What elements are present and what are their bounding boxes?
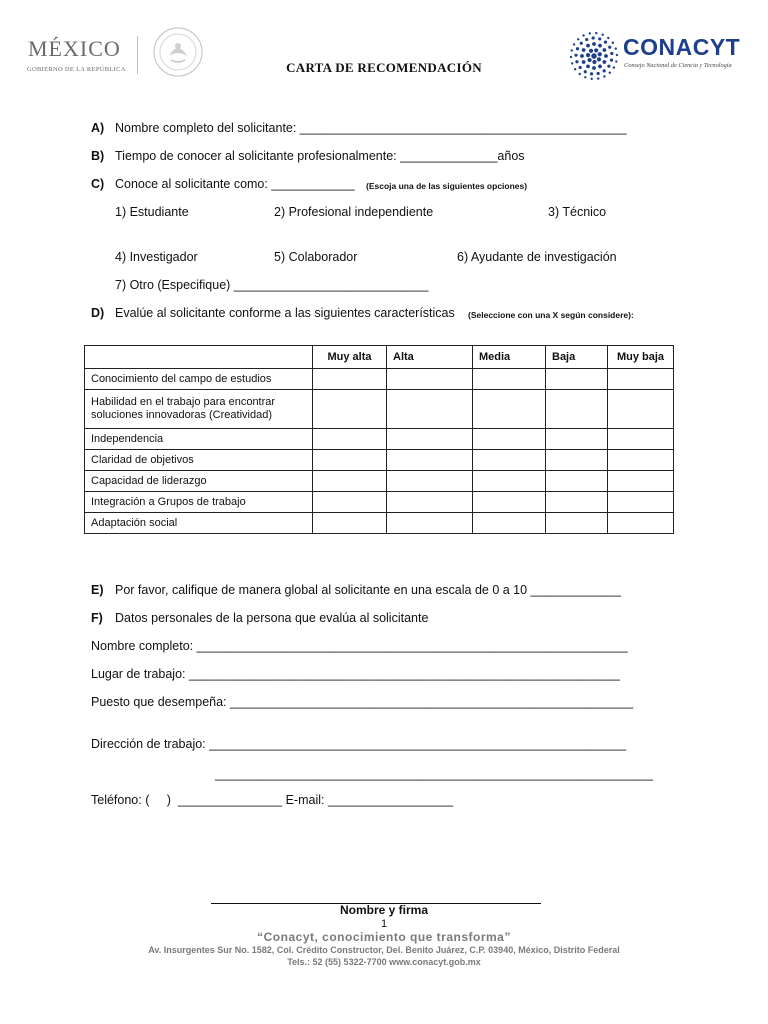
conacyt-logo-text: CONACYT xyxy=(623,34,741,60)
rating-cell[interactable] xyxy=(313,429,387,450)
position-field[interactable]: Puesto que desempeña: __________________________________________________________ xyxy=(91,695,634,709)
relationship-field[interactable]: Conoce al solicitante como: ____________ xyxy=(115,177,355,191)
rating-cell[interactable] xyxy=(546,471,608,492)
header-baja: Baja xyxy=(546,346,608,369)
criterion-label: Integración a Grupos de trabajo xyxy=(85,492,313,513)
rating-cell[interactable] xyxy=(608,492,674,513)
header-muy-baja: Muy baja xyxy=(608,346,674,369)
option-ayudante[interactable]: 6) Ayudante de investigación xyxy=(457,250,617,264)
rating-cell[interactable] xyxy=(313,513,387,534)
rating-cell[interactable] xyxy=(387,390,473,429)
rating-cell[interactable] xyxy=(608,513,674,534)
mexico-logo-text: MÉXICO xyxy=(28,36,121,61)
section-e-letter: E) xyxy=(91,583,104,597)
evaluation-instruction: Evalúe al solicitante conforme a las siguientes características xyxy=(115,306,455,320)
rating-cell[interactable] xyxy=(608,390,674,429)
rating-cell[interactable] xyxy=(387,492,473,513)
rating-cell[interactable] xyxy=(473,369,546,390)
rating-cell[interactable] xyxy=(387,429,473,450)
relationship-note: (Escoja una de las siguientes opciones) xyxy=(366,181,528,191)
table-row xyxy=(85,369,674,390)
evaluator-name-field[interactable]: Nombre completo: ______________________________________________________________ xyxy=(91,639,628,653)
evaluator-data-heading: Datos personales de la persona que evalúa al solicitante xyxy=(115,611,429,625)
table-row xyxy=(85,471,674,492)
criterion-label: Habilidad en el trabajo para encontrar soluciones innovadoras (Creatividad) xyxy=(85,390,313,429)
rating-cell[interactable] xyxy=(313,471,387,492)
conacyt-logo-icon xyxy=(566,30,622,82)
option-estudiante[interactable]: 1) Estudiante xyxy=(115,205,189,219)
header-alta: Alta xyxy=(387,346,473,369)
mexico-logo-subtitle: GOBIERNO DE LA REPÚBLICA xyxy=(27,66,126,73)
criterion-label: Adaptación social xyxy=(85,513,313,534)
option-tecnico[interactable]: 3) Técnico xyxy=(548,205,607,219)
rating-cell[interactable] xyxy=(608,369,674,390)
header-muy-alta: Muy alta xyxy=(313,346,387,369)
criterion-label: Capacidad de liderazgo xyxy=(85,471,313,492)
option-colaborador[interactable]: 5) Colaborador xyxy=(274,250,358,264)
table-row xyxy=(85,492,674,513)
rating-cell[interactable] xyxy=(473,513,546,534)
rating-cell[interactable] xyxy=(608,429,674,450)
rating-cell[interactable] xyxy=(313,450,387,471)
rating-cell[interactable] xyxy=(546,429,608,450)
option-profesional-independiente[interactable]: 2) Profesional independiente xyxy=(274,205,434,219)
table-header-row xyxy=(85,346,674,369)
table-row xyxy=(85,390,674,429)
section-a-letter: A) xyxy=(91,121,105,135)
criterion-label: Independencia xyxy=(85,429,313,450)
table-row xyxy=(85,429,674,450)
rating-cell[interactable] xyxy=(313,492,387,513)
criterion-label: Claridad de objetivos xyxy=(85,450,313,471)
applicant-name-field[interactable]: Nombre completo del solicitante: _______________________________________________ xyxy=(115,121,627,135)
phone-email-field[interactable]: Teléfono: ( ) _______________ E-mail: __________________ xyxy=(91,793,454,807)
evaluation-note: (Seleccione con una X según considere): xyxy=(468,310,634,320)
rating-cell[interactable] xyxy=(546,369,608,390)
work-address-field-line2[interactable]: _______________________________________________________________ xyxy=(215,767,653,781)
rating-cell[interactable] xyxy=(387,450,473,471)
rating-cell[interactable] xyxy=(546,390,608,429)
footer-address: Av. Insurgentes Sur No. 1582, Col. Crédito Constructor, Del. Benito Juárez, C.P. 03940, México, Distrito Federal xyxy=(148,945,620,955)
rating-cell[interactable] xyxy=(313,369,387,390)
rating-cell[interactable] xyxy=(546,450,608,471)
rating-cell[interactable] xyxy=(473,390,546,429)
table-row xyxy=(85,513,674,534)
rating-cell[interactable] xyxy=(473,471,546,492)
global-score-field[interactable]: Por favor, califique de manera global al solicitante en una escala de 0 a 10 _____________ xyxy=(115,583,621,597)
rating-cell[interactable] xyxy=(313,390,387,429)
document-title: CARTA DE RECOMENDACIÓN xyxy=(286,60,482,75)
section-b-letter: B) xyxy=(91,149,105,163)
section-d-letter: D) xyxy=(91,306,105,320)
rating-cell[interactable] xyxy=(546,513,608,534)
table-row xyxy=(85,450,674,471)
option-investigador[interactable]: 4) Investigador xyxy=(115,250,198,264)
rating-cell[interactable] xyxy=(608,450,674,471)
rating-cell[interactable] xyxy=(387,513,473,534)
evaluation-table xyxy=(84,345,674,534)
years-known-field[interactable]: Tiempo de conocer al solicitante profesionalmente: ______________años xyxy=(115,149,525,163)
option-otro-field[interactable]: 7) Otro (Especifique) ____________________________ xyxy=(115,278,429,292)
rating-cell[interactable] xyxy=(387,471,473,492)
rating-cell[interactable] xyxy=(473,429,546,450)
table-header-blank xyxy=(85,346,313,369)
section-c-letter: C) xyxy=(91,177,105,191)
section-f-letter: F) xyxy=(91,611,103,625)
work-address-field[interactable]: Dirección de trabajo: ____________________________________________________________ xyxy=(91,737,627,751)
footer-slogan: “Conacyt, conocimiento que transforma” xyxy=(257,930,511,944)
header-media: Media xyxy=(473,346,546,369)
rating-cell[interactable] xyxy=(546,492,608,513)
conacyt-logo-subtitle: Consejo Nacional de Ciencia y Tecnología xyxy=(624,62,732,69)
rating-cell[interactable] xyxy=(608,471,674,492)
rating-cell[interactable] xyxy=(387,369,473,390)
rating-cell[interactable] xyxy=(473,450,546,471)
workplace-field[interactable]: Lugar de trabajo: ______________________________________________________________ xyxy=(91,667,621,681)
criterion-label: Conocimiento del campo de estudios xyxy=(85,369,313,390)
page-number: 1 xyxy=(380,918,388,930)
signature-label: Nombre y firma xyxy=(339,903,429,917)
rating-cell[interactable] xyxy=(473,492,546,513)
footer-contact: Tels.: 52 (55) 5322-7700 www.conacyt.gob.mx xyxy=(287,957,481,967)
